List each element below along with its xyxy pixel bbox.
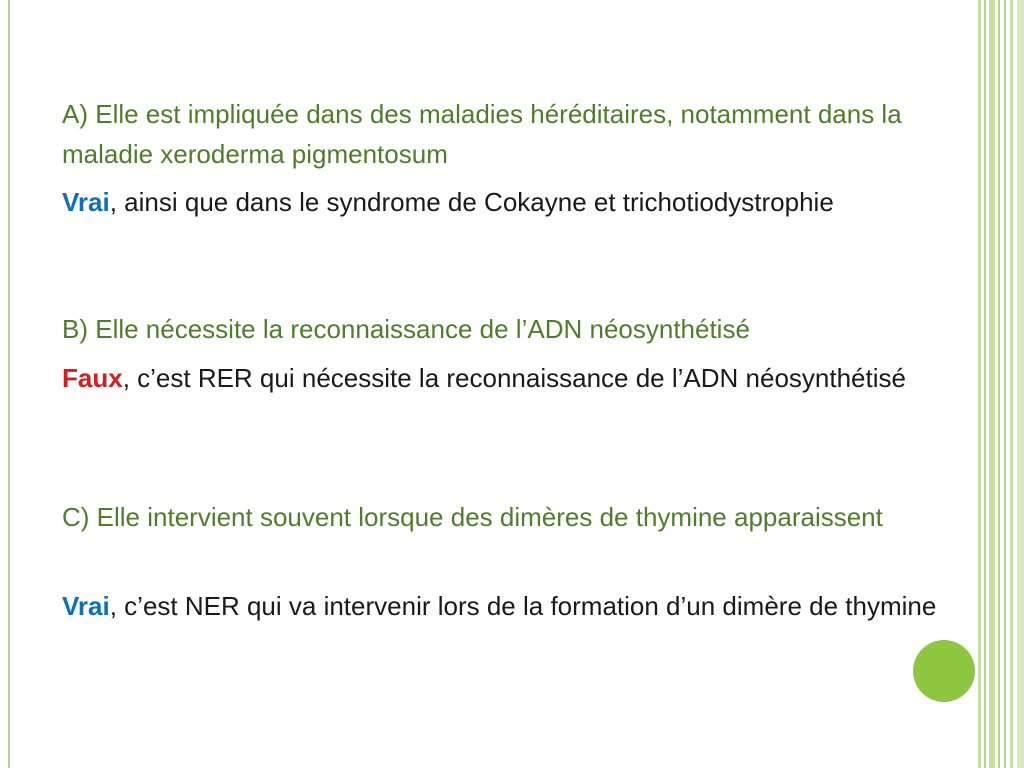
question-c: C) Elle intervient souvent lorsque des dimères de thymine apparaissent xyxy=(62,502,883,532)
answer-b xyxy=(62,358,906,398)
question-a: A) Elle est impliquée dans des maladies héréditaires, notamment dans la maladie xeroderma pigmentosum xyxy=(62,99,902,169)
explanation-b: , c’est RER qui nécessite la reconnaissance de l’ADN néosynthétisé xyxy=(122,363,906,393)
verdict-a: Vrai xyxy=(62,187,110,217)
right-decor-stripe xyxy=(978,0,981,768)
verdict-c: Vrai xyxy=(62,591,110,621)
explanation-a: , ainsi que dans le syndrome de Cokayne et trichotiodystrophie xyxy=(109,187,834,217)
left-border-line xyxy=(8,0,10,768)
right-decor-stripe xyxy=(984,0,986,768)
right-decor-stripe xyxy=(1017,0,1024,768)
answer-a xyxy=(62,182,834,222)
right-decor-stripe xyxy=(989,0,995,768)
question-b: B) Elle nécessite la reconnaissance de l’ADN néosynthétisé xyxy=(62,314,750,344)
decorative-green-circle xyxy=(913,640,975,702)
right-decor-stripe xyxy=(1004,0,1006,768)
answer-c xyxy=(62,586,936,626)
explanation-c: , c’est NER qui va intervenir lors de la formation d’un dimère de thymine xyxy=(109,591,937,621)
right-decor-stripe xyxy=(1010,0,1013,768)
verdict-b: Faux xyxy=(62,363,123,393)
right-decor-stripe xyxy=(998,0,1000,768)
